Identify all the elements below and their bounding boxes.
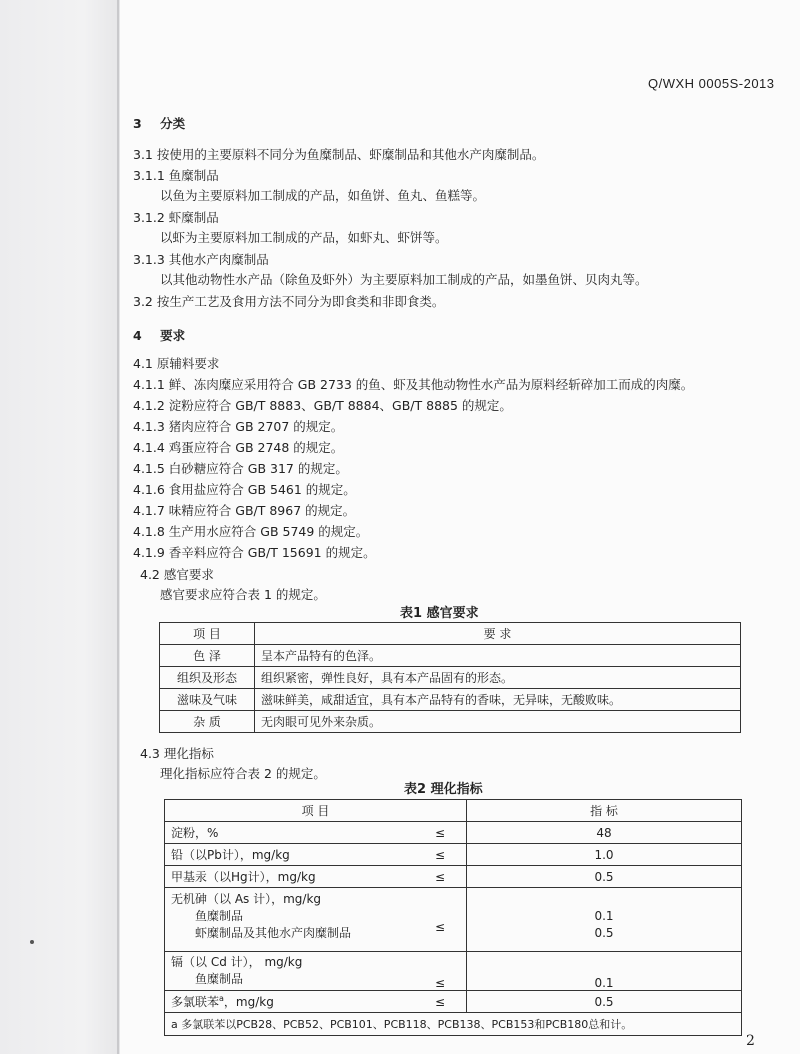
table-row: [165, 991, 742, 1013]
clause-3-1-1-body: 以鱼为主要原料加工制成的产品，如鱼饼、鱼丸、鱼糕等。: [160, 188, 486, 203]
table-row: [160, 623, 741, 645]
table-cell: 0.1: [467, 952, 742, 991]
table-row: [165, 800, 742, 822]
section-4-number: 4: [133, 328, 142, 343]
table-cell: [165, 991, 415, 1013]
clause-3-1: 3.1 按使用的主要原料不同分为鱼糜制品、虾糜制品和其他水产肉糜制品。: [133, 147, 545, 162]
table-cell: [467, 888, 742, 952]
table-row: [165, 844, 742, 866]
arsenic-label: 无机砷（以 As 计），mg/kg: [171, 892, 322, 906]
pcb-footnote-mark: a: [219, 994, 224, 1003]
table-cell: 滋味及气味: [160, 689, 255, 711]
table-row: [165, 888, 742, 952]
page-gutter: [117, 0, 119, 1054]
adjacent-page-strip: [0, 0, 120, 1054]
table-cell: 48: [467, 822, 742, 844]
table-cell: 1.0: [467, 844, 742, 866]
table-cell: 铅（以Pb计），mg/kg: [165, 844, 415, 866]
table-cell: 组织及形态: [160, 667, 255, 689]
table-cell: ≤: [414, 866, 467, 888]
table-cell: ≤: [414, 991, 467, 1013]
table-cell: 呈本产品特有的色泽。: [255, 645, 741, 667]
clause-4-2: 4.2 感官要求: [140, 567, 214, 582]
table-row: [165, 866, 742, 888]
table-2-caption: 表2 理化指标: [404, 782, 483, 797]
arsenic-value-fish: 0.1: [594, 909, 614, 923]
clause-4-1-2: 4.1.2 淀粉应符合 GB/T 8883、GB/T 8884、GB/T 8885 的规定。: [133, 398, 512, 413]
scan-speck: [30, 940, 34, 944]
clause-4-1-7: 4.1.7 味精应符合 GB/T 8967 的规定。: [133, 503, 356, 518]
section-4-heading: [133, 328, 185, 344]
table-row: [160, 689, 741, 711]
table-cell: 色 泽: [160, 645, 255, 667]
table-2-physicochemical: [164, 799, 742, 1036]
clause-4-1-9: 4.1.9 香辛料应符合 GB/T 15691 的规定。: [133, 545, 376, 560]
standard-code-header: Q/WXH 0005S-2013: [648, 76, 775, 91]
pcb-label: 多氯联苯: [171, 995, 220, 1009]
arsenic-sub-fish: 鱼糜制品: [195, 909, 244, 923]
table-cell: [165, 952, 415, 991]
table-cell: 滋味鲜美，咸甜适宜，具有本产品特有的香味，无异味，无酸败味。: [255, 689, 741, 711]
table-row: [165, 1013, 742, 1036]
table-header-cell: 指 标: [467, 800, 742, 822]
clause-4-1-8: 4.1.8 生产用水应符合 GB 5749 的规定。: [133, 524, 369, 539]
section-3-heading: [133, 116, 185, 132]
table-header-cell: 要 求: [255, 623, 741, 645]
table-cell: 0.5: [467, 866, 742, 888]
table-cell: 甲基汞（以Hg计），mg/kg: [165, 866, 415, 888]
table-cell: ≤: [414, 888, 467, 952]
pcb-unit: ，mg/kg: [223, 995, 274, 1009]
clause-4-1-5: 4.1.5 白砂糖应符合 GB 317 的规定。: [133, 461, 348, 476]
cadmium-sub-fish: 鱼糜制品: [195, 972, 244, 986]
table-cell: 杂 质: [160, 711, 255, 733]
table-1-caption: 表1 感官要求: [400, 606, 479, 621]
table-cell: 组织紧密，弹性良好，具有本产品固有的形态。: [255, 667, 741, 689]
clause-4-1-6: 4.1.6 食用盐应符合 GB 5461 的规定。: [133, 482, 356, 497]
table-header-cell: 项 目: [165, 800, 467, 822]
clause-4-3-body: 理化指标应符合表 2 的规定。: [160, 766, 326, 781]
table-cell: 0.5: [467, 991, 742, 1013]
cadmium-label: 镉（以 Cd 计）， mg/kg: [171, 955, 303, 969]
arsenic-sub-shrimp: 虾糜制品及其他水产肉糜制品: [195, 926, 352, 940]
table-row: [160, 645, 741, 667]
section-3-title: 分类: [160, 116, 186, 131]
clause-3-1-3-heading: 3.1.3 其他水产肉糜制品: [133, 252, 269, 267]
table-row: [160, 667, 741, 689]
table-cell: [165, 888, 415, 952]
table-row: [165, 822, 742, 844]
clause-3-1-2-body: 以虾为主要原料加工制成的产品，如虾丸、虾饼等。: [160, 230, 448, 245]
clause-3-1-3-body: 以其他动物性水产品（除鱼及虾外）为主要原料加工制成的产品，如墨鱼饼、贝肉丸等。: [160, 272, 648, 287]
clause-3-2: 3.2 按生产工艺及食用方法不同分为即食类和非即食类。: [133, 294, 445, 309]
clause-4-1-4: 4.1.4 鸡蛋应符合 GB 2748 的规定。: [133, 440, 344, 455]
clause-4-3: 4.3 理化指标: [140, 746, 214, 761]
table-row: [165, 952, 742, 991]
table-cell: 淀粉，%: [165, 822, 415, 844]
table-header-cell: 项 目: [160, 623, 255, 645]
page-number: 2: [746, 1033, 755, 1049]
clause-4-2-body: 感官要求应符合表 1 的规定。: [160, 587, 326, 602]
table-1-sensory: [159, 622, 741, 733]
clause-4-1-1: 4.1.1 鲜、冻肉糜应采用符合 GB 2733 的鱼、虾及其他动物性水产品为原料经斩碎加工而成的肉糜。: [133, 377, 694, 392]
clause-3-1-1-heading: 3.1.1 鱼糜制品: [133, 168, 219, 183]
table-cell: ≤: [414, 822, 467, 844]
clause-3-1-2-heading: 3.1.2 虾糜制品: [133, 210, 219, 225]
table-cell: ≤: [414, 844, 467, 866]
clause-4-1-3: 4.1.3 猪肉应符合 GB 2707 的规定。: [133, 419, 344, 434]
clause-4-1: 4.1 原辅料要求: [133, 356, 220, 371]
table-footnote: a 多氯联苯以PCB28、PCB52、PCB101、PCB118、PCB138、PCB153和PCB180总和计。: [165, 1013, 742, 1036]
table-cell: ≤: [414, 952, 467, 991]
section-4-title: 要求: [160, 328, 186, 343]
table-row: [160, 711, 741, 733]
section-3-number: 3: [133, 116, 142, 131]
table-cell: 无肉眼可见外来杂质。: [255, 711, 741, 733]
arsenic-value-shrimp: 0.5: [594, 926, 614, 940]
